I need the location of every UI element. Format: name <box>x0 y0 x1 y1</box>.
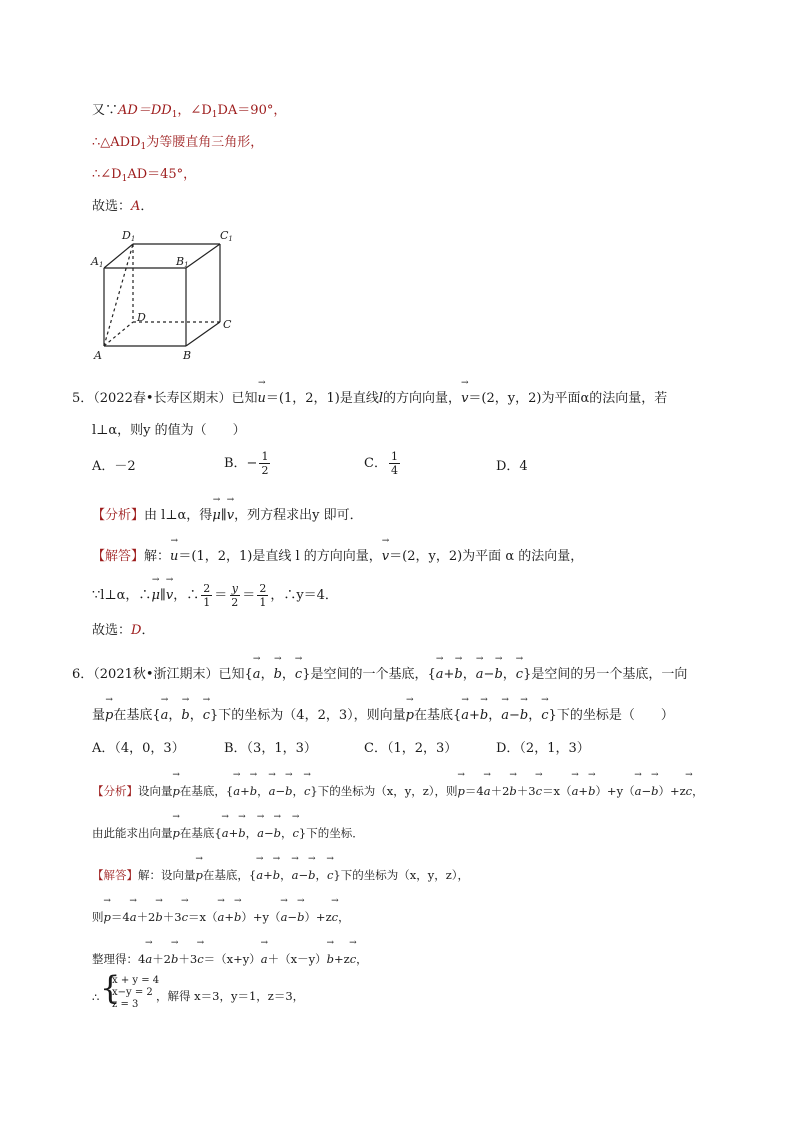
q5-stem-line-1: 5．（2022春•长寿区期末）已知→ u＝(1，2，1)是直线l的方向向量，→ v＝(2，y，2)为平面α的法向量，若 <box>72 388 667 408</box>
edge-BC <box>186 322 220 346</box>
label-B: B <box>183 349 192 362</box>
q5-solution: ∵l⊥α，∴→ μ∥→ v，∴ $\frac{2}{1}$ ＝ $\frac{y}{2}$ ＝ $\frac{2}{1}$ ，∴y＝4． <box>92 582 338 609</box>
edge-AD1 <box>104 244 133 346</box>
q6-answer-line-3: 整理得：4→ a＋2→ b＋3→ c＝（x+y）→ a＋（x－y）→ b+z→ c， <box>92 948 368 968</box>
prev-line-3: $\therefore\angle D_1AD=45^\circ$， <box>92 167 197 184</box>
q6-option-d[interactable]: D．（2，1，3） <box>496 741 590 756</box>
prev-line-2: $\therefore\triangle ADD_1$为等腰直角三角形， <box>92 135 264 152</box>
q6-answer-line-2: 则→ p＝4→ a＋2→ b＋3→ c＝x（→ a+→ b）+y（→ a−→ b）+z→ c， <box>92 906 350 926</box>
q5-option-b[interactable]: B．− $\frac{1}{2}$ <box>224 450 269 477</box>
q6-result: ，解得 x＝3，y＝1，z＝3， <box>156 989 305 1003</box>
q6-analysis-line-1: 【分析】设向量→ p在基底，{→ a+→ b，→ a−→ b，→ c}下的坐标为（x，y，z），则→ p＝4→ a＋2→ b＋3→ c＝x（→ a+→ b）+y（→ a−→ b）+z→ c， <box>92 780 704 800</box>
q6-answer-line-1: 【解答】解：设向量→ p在基底，{→ a+→ b，→ a−→ b，→ c}下的坐标为（x，y，z）， <box>92 864 469 884</box>
q5-stem-line-2: l⊥α，则y 的值为（ ） <box>92 423 246 438</box>
prev-choose: 故选：A． <box>92 199 154 214</box>
label-B1: B1 <box>176 255 189 269</box>
system-eq-1: x + y = 4 <box>112 975 160 986</box>
label-C: C <box>223 318 232 331</box>
prev-line-1: 又$\because AD=DD_1$，$\angle D_1DA=90^\circ$， <box>92 103 287 120</box>
system-brace: { <box>100 969 121 1007</box>
q5-choose: 故选：D． <box>92 623 155 638</box>
q6-option-b[interactable]: B．（3，1，3） <box>224 741 317 756</box>
label-C1: C1 <box>220 229 233 243</box>
label-D: D <box>137 311 146 324</box>
edge-B1C1 <box>186 244 220 268</box>
label-A: A <box>94 349 102 362</box>
q6-option-a[interactable]: A．（4，0，3） <box>92 741 185 756</box>
cube-figure <box>88 228 248 368</box>
q5-analysis: 【分析】由 l⊥α，得→ μ∥→ v，列方程求出y 即可． <box>92 505 363 525</box>
system-eq-3: z = 3 <box>112 999 139 1010</box>
q6-stem-line-1: 6．（2021秋•浙江期末）已知{→ a，→ b，→ c}是空间的一个基底，{→ a+→ b，→ a−→ b，→ c}是空间的另一个基底，一向 <box>72 664 687 684</box>
edge-AD <box>104 322 133 346</box>
label-A1: A1 <box>91 255 104 269</box>
q5-option-c[interactable]: C． $\frac{1}{4}$ <box>364 450 398 477</box>
q5-option-d[interactable]: D．4 <box>496 459 528 474</box>
edge-A1D1 <box>104 244 133 268</box>
system-eq-2: x−y = 2 <box>112 987 153 998</box>
label-D1: D1 <box>122 229 136 243</box>
q6-option-c[interactable]: C．（1，2，3） <box>364 741 458 756</box>
q6-analysis-line-2: 由此能求出向量→ p在基底{→ a+→ b，→ a−→ b，→ c}下的坐标． <box>92 822 364 842</box>
q6-stem-line-2: 量→ p在基底{→ a，→ b，→ c}下的坐标为（4，2，3），则向量→ p在基底{→ a+→ b，→ a−→ b，→ c}下的坐标是（ ） <box>92 705 674 725</box>
q6-therefore: ∴ <box>92 990 100 1004</box>
q5-option-a[interactable]: A．－2 <box>92 459 136 474</box>
q5-answer: 【解答】解：→ u＝(1，2，1)是直线 l 的方向向量，→ v＝(2，y，2)为平面 α 的法向量， <box>92 546 583 566</box>
